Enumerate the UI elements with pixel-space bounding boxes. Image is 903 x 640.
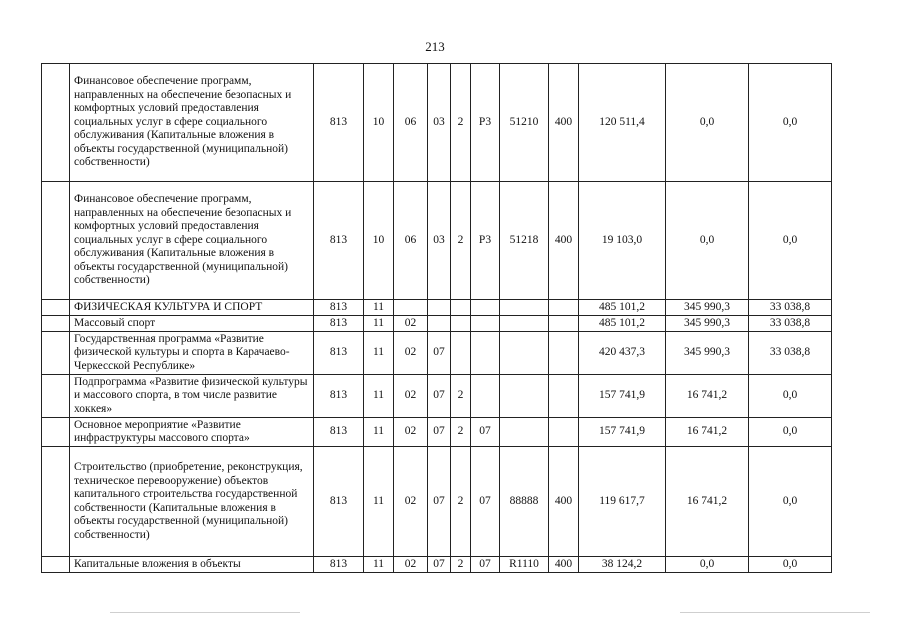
cell-sum-1: 485 101,2 — [579, 300, 666, 316]
cell-nr — [500, 300, 549, 316]
cell-pr: 02 — [394, 557, 428, 573]
cell-sum-1: 19 103,0 — [579, 182, 666, 300]
cell-sum-3: 33 038,8 — [749, 332, 832, 375]
cell-sum-2: 0,0 — [666, 182, 749, 300]
cell-sum-2: 345 990,3 — [666, 316, 749, 332]
row-name: Массовый спорт — [70, 316, 314, 332]
cell-om — [471, 332, 500, 375]
cell-sum-2: 16 741,2 — [666, 418, 749, 447]
cell-nr: 51218 — [500, 182, 549, 300]
table-row — [42, 375, 832, 418]
cell-rz: 11 — [364, 332, 394, 375]
row-lead-cell — [42, 316, 70, 332]
cell-gp: 07 — [428, 375, 451, 418]
footer-rule-right — [680, 612, 870, 613]
row-lead-cell — [42, 447, 70, 557]
cell-om — [471, 316, 500, 332]
row-lead-cell — [42, 418, 70, 447]
budget-table — [41, 63, 832, 573]
cell-gp: 07 — [428, 447, 451, 557]
cell-rz: 10 — [364, 64, 394, 182]
cell-sum-3: 0,0 — [749, 182, 832, 300]
cell-sum-2: 345 990,3 — [666, 332, 749, 375]
table-row — [42, 557, 832, 573]
cell-om — [471, 375, 500, 418]
cell-sum-2: 16 741,2 — [666, 447, 749, 557]
cell-ved: 813 — [314, 557, 364, 573]
cell-ved: 813 — [314, 300, 364, 316]
cell-gp: 07 — [428, 557, 451, 573]
cell-pp — [451, 300, 471, 316]
cell-sum-1: 157 741,9 — [579, 418, 666, 447]
cell-rz: 11 — [364, 418, 394, 447]
cell-pp: 2 — [451, 557, 471, 573]
cell-pp — [451, 332, 471, 375]
cell-rz: 11 — [364, 300, 394, 316]
cell-om: P3 — [471, 182, 500, 300]
cell-ved: 813 — [314, 447, 364, 557]
row-name: Финансовое обеспечение программ, направленных на обеспечение безопасных и комфортных условий предоставления социальных услуг в сфере социального обслуживания (Капитальные вложения в объекты государственной (муниципальной) собственности) — [70, 182, 314, 300]
cell-nr — [500, 332, 549, 375]
cell-vr — [549, 418, 579, 447]
cell-pp: 2 — [451, 447, 471, 557]
cell-vr — [549, 300, 579, 316]
cell-om: P3 — [471, 64, 500, 182]
row-lead-cell — [42, 375, 70, 418]
table-row — [42, 300, 832, 316]
cell-vr: 400 — [549, 64, 579, 182]
row-lead-cell — [42, 300, 70, 316]
cell-ved: 813 — [314, 316, 364, 332]
cell-pp: 2 — [451, 375, 471, 418]
cell-pr: 02 — [394, 375, 428, 418]
cell-sum-1: 38 124,2 — [579, 557, 666, 573]
row-name: Подпрограмма «Развитие физической культуры и массового спорта, в том числе развитие хоккея» — [70, 375, 314, 418]
cell-nr: R1110 — [500, 557, 549, 573]
row-name: Основное мероприятие «Развитие инфраструктуры массового спорта» — [70, 418, 314, 447]
cell-vr: 400 — [549, 557, 579, 573]
row-name: Государственная программа «Развитие физической культуры и спорта в Карачаево-Черкесской Республике» — [70, 332, 314, 375]
row-name: ФИЗИЧЕСКАЯ КУЛЬТУРА И СПОРТ — [70, 300, 314, 316]
cell-sum-1: 120 511,4 — [579, 64, 666, 182]
row-lead-cell — [42, 332, 70, 375]
cell-vr — [549, 332, 579, 375]
cell-vr: 400 — [549, 447, 579, 557]
cell-pr: 02 — [394, 447, 428, 557]
footer-rule-left — [110, 612, 300, 613]
table-row — [42, 418, 832, 447]
cell-rz: 11 — [364, 316, 394, 332]
cell-om — [471, 300, 500, 316]
cell-ved: 813 — [314, 375, 364, 418]
cell-rz: 11 — [364, 557, 394, 573]
cell-gp: 07 — [428, 418, 451, 447]
cell-vr — [549, 316, 579, 332]
cell-rz: 11 — [364, 447, 394, 557]
cell-om: 07 — [471, 418, 500, 447]
cell-rz: 10 — [364, 182, 394, 300]
cell-pr: 06 — [394, 182, 428, 300]
cell-sum-2: 0,0 — [666, 64, 749, 182]
row-name: Строительство (приобретение, реконструкция, техническое перевооружение) объектов капитального строительства государственной собственности (Капитальные вложения в объекты государственной (муниципальной) собственности) — [70, 447, 314, 557]
table-row — [42, 316, 832, 332]
table-row — [42, 332, 832, 375]
cell-pr: 02 — [394, 316, 428, 332]
cell-pp: 2 — [451, 64, 471, 182]
row-lead-cell — [42, 182, 70, 300]
cell-nr: 88888 — [500, 447, 549, 557]
cell-pr: 02 — [394, 332, 428, 375]
cell-sum-2: 0,0 — [666, 557, 749, 573]
cell-sum-3: 0,0 — [749, 64, 832, 182]
cell-vr: 400 — [549, 182, 579, 300]
cell-nr — [500, 375, 549, 418]
cell-rz: 11 — [364, 375, 394, 418]
cell-pp: 2 — [451, 418, 471, 447]
cell-sum-1: 420 437,3 — [579, 332, 666, 375]
cell-om: 07 — [471, 447, 500, 557]
cell-pr: 06 — [394, 64, 428, 182]
cell-sum-3: 0,0 — [749, 447, 832, 557]
cell-om: 07 — [471, 557, 500, 573]
cell-nr — [500, 418, 549, 447]
row-name: Финансовое обеспечение программ, направленных на обеспечение безопасных и комфортных условий предоставления социальных услуг в сфере социального обслуживания (Капитальные вложения в объекты государственной (муниципальной) собственности) — [70, 64, 314, 182]
cell-pp: 2 — [451, 182, 471, 300]
cell-gp: 03 — [428, 182, 451, 300]
cell-ved: 813 — [314, 64, 364, 182]
cell-gp: 07 — [428, 332, 451, 375]
cell-vr — [549, 375, 579, 418]
cell-gp — [428, 316, 451, 332]
cell-nr — [500, 316, 549, 332]
cell-pr — [394, 300, 428, 316]
row-name: Капитальные вложения в объекты — [70, 557, 314, 573]
cell-ved: 813 — [314, 332, 364, 375]
cell-pr: 02 — [394, 418, 428, 447]
table-row — [42, 64, 832, 182]
cell-sum-1: 119 617,7 — [579, 447, 666, 557]
cell-sum-3: 33 038,8 — [749, 300, 832, 316]
cell-sum-2: 345 990,3 — [666, 300, 749, 316]
cell-nr: 51210 — [500, 64, 549, 182]
cell-sum-3: 33 038,8 — [749, 316, 832, 332]
row-lead-cell — [42, 557, 70, 573]
cell-ved: 813 — [314, 418, 364, 447]
cell-ved: 813 — [314, 182, 364, 300]
cell-sum-1: 485 101,2 — [579, 316, 666, 332]
row-lead-cell — [42, 64, 70, 182]
page-number: 213 — [425, 39, 445, 54]
cell-sum-3: 0,0 — [749, 557, 832, 573]
table-row — [42, 182, 832, 300]
cell-gp — [428, 300, 451, 316]
table-row — [42, 447, 832, 557]
cell-sum-2: 16 741,2 — [666, 375, 749, 418]
cell-sum-3: 0,0 — [749, 418, 832, 447]
cell-gp: 03 — [428, 64, 451, 182]
cell-sum-3: 0,0 — [749, 375, 832, 418]
cell-pp — [451, 316, 471, 332]
cell-sum-1: 157 741,9 — [579, 375, 666, 418]
